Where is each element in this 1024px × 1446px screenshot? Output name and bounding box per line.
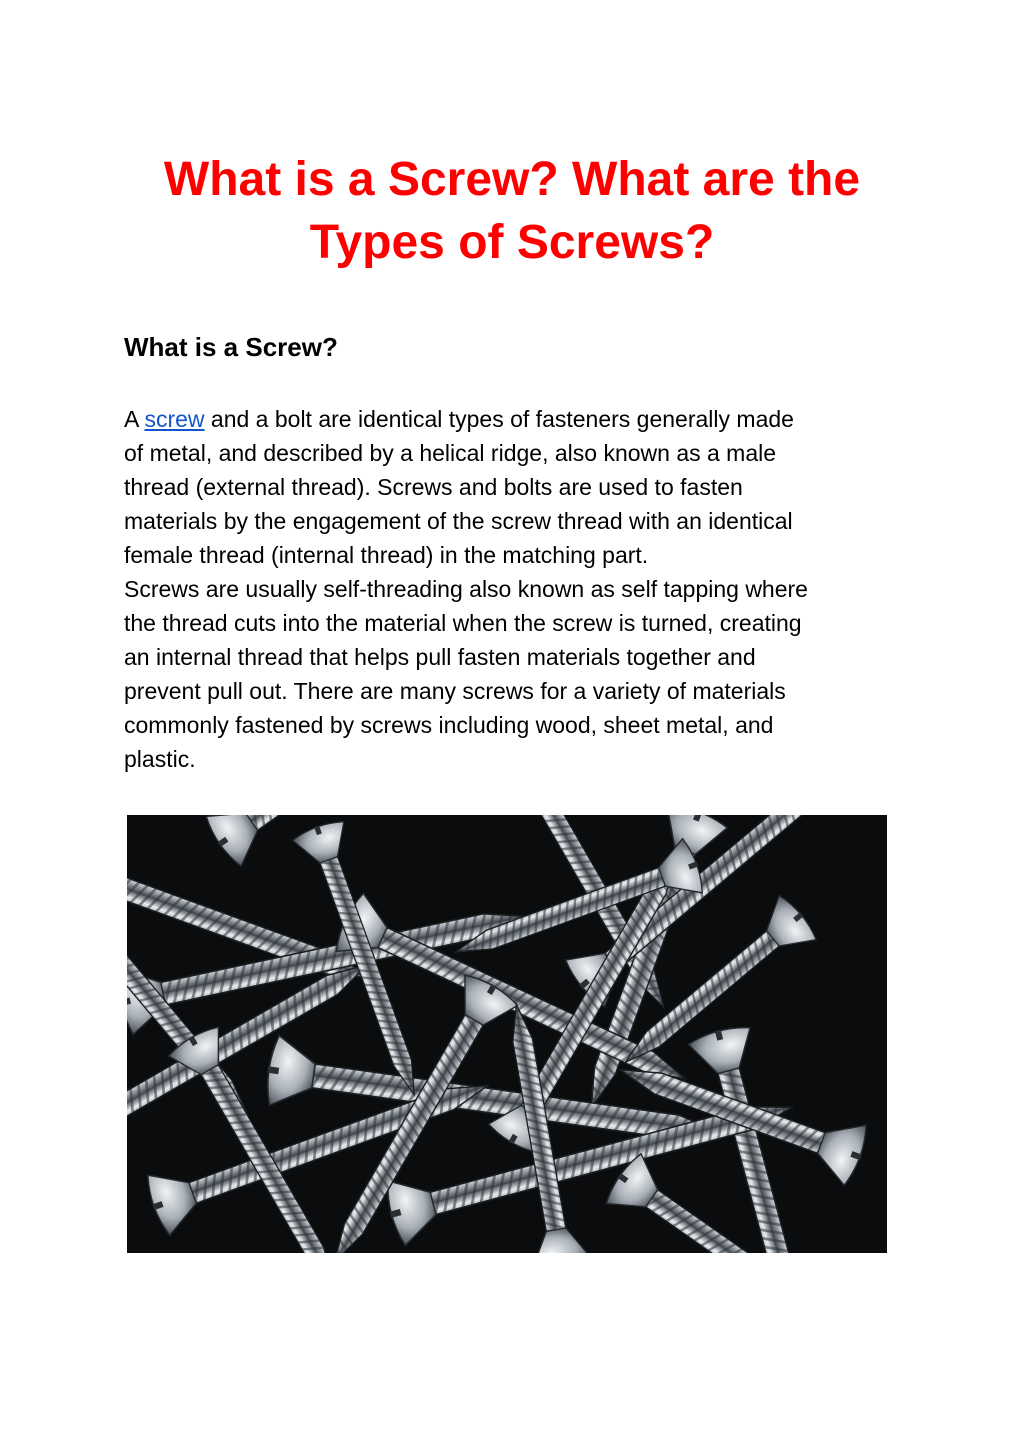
page-title: [0, 148, 1024, 274]
paragraph-line: of metal, and described by a helical ridge, also known as a male: [124, 440, 777, 466]
paragraph-line: commonly fastened by screws including wood, sheet metal, and: [124, 712, 774, 738]
page-title-line-2: Types of Screws?: [309, 216, 715, 269]
paragraph-line: the thread cuts into the material when the screw is turned, creating: [124, 610, 802, 636]
paragraph-line: thread (external thread). Screws and bolts are used to fasten: [124, 474, 743, 500]
body-paragraph: [124, 402, 904, 776]
paragraph-line: Screws are usually self-threading also known as self tapping where: [124, 576, 808, 602]
paragraph-line: plastic.: [124, 746, 196, 772]
screws-photo: [127, 815, 887, 1253]
paragraph-line: [124, 402, 904, 436]
paragraph-line: female thread (internal thread) in the matching part.: [124, 542, 649, 568]
paragraph-text: A: [124, 406, 139, 432]
section-heading: What is a Screw?: [124, 332, 338, 362]
screws-illustration: [127, 815, 887, 1253]
paragraph-line: an internal thread that helps pull fasten materials together and: [124, 644, 756, 670]
paragraph-line: materials by the engagement of the screw thread with an identical: [124, 508, 793, 534]
paragraph-line: prevent pull out. There are many screws for a variety of materials: [124, 678, 786, 704]
page-title-line-1: What is a Screw? What are the: [163, 153, 861, 206]
paragraph-text: and a bolt are identical types of fasteners generally made: [204, 406, 794, 432]
screw-link[interactable]: screw: [144, 406, 205, 432]
